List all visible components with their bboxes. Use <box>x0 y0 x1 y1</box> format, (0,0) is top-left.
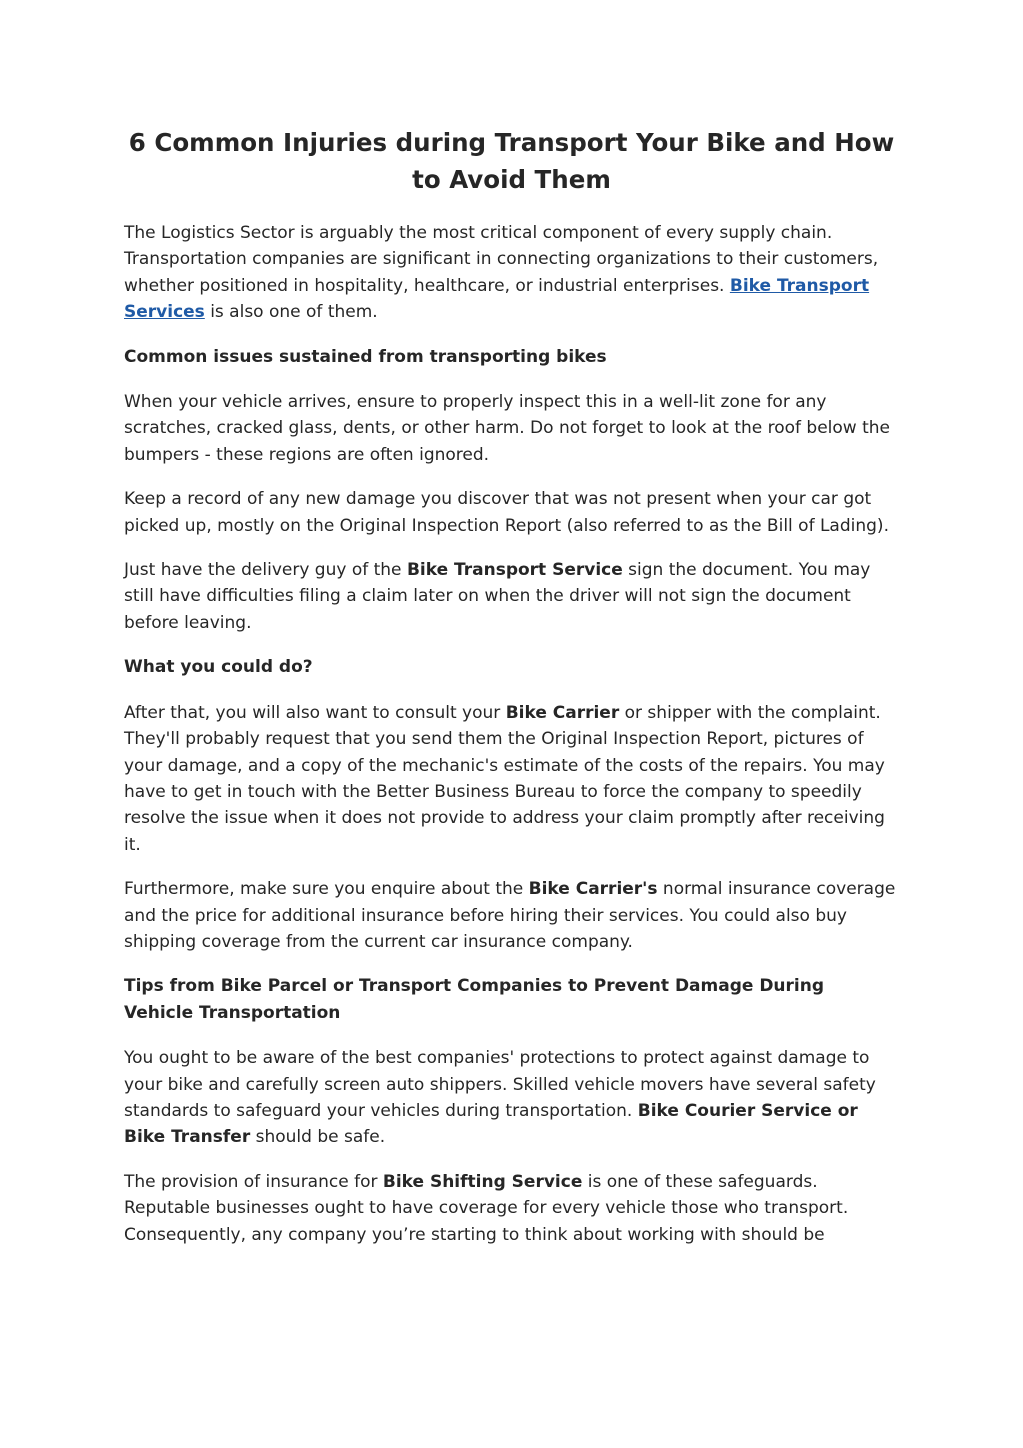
shifting-text-end: is one of these safeguards. Reputable businesses ought to have coverage for every vehicle those who transport. Consequently, any company you’re starting to think about working with should be <box>124 1171 849 1245</box>
bike-courier-service-bold: Bike Courier Service or Bike Transfer <box>124 1100 858 1148</box>
insurance-text-end: normal insurance coverage and the price for additional insurance before hiring their services. You could also buy shipping coverage from the current car insurance company. <box>124 879 896 952</box>
delivery-text: Just have the delivery guy of the <box>124 560 407 581</box>
bike-transport-service-bold: Bike Transport Service <box>406 560 623 581</box>
shifting-insurance-paragraph <box>124 1169 899 1248</box>
bike-transport-services-link[interactable]: Bike Transport Services <box>124 275 870 323</box>
intro-text: The Logistics Sector is arguably the most critical component of every supply chain. Transportation companies are significant in connecting organizations to their customers, whether positioned in hospitality, healthcare, or industrial enterprises. <box>124 223 879 296</box>
record-damage-paragraph: Keep a record of any new damage you discover that was not present when your car got picked up, mostly on the Original Inspection Report (also referred to as the Bill of Lading). <box>124 489 889 536</box>
intro-paragraph <box>124 220 899 326</box>
protections-text-end: should be safe. <box>250 1127 386 1148</box>
intro-text-end: is also one of them. <box>204 302 378 323</box>
consult-carrier-paragraph <box>124 700 899 858</box>
delivery-text-end: sign the document. You may still have difficulties filing a claim later on when the driver will not sign the document before leaving. <box>124 560 871 633</box>
inspection-paragraph: When your vehicle arrives, ensure to properly inspect this in a well-lit zone for any scratches, cracked glass, dents, or other harm. Do not forget to look at the roof below the bumpers - these regions are often ignored. <box>124 392 891 465</box>
section-heading-what-you-could-do: What you could do? <box>124 657 313 678</box>
insurance-paragraph <box>124 876 899 955</box>
document-title: 6 Common Injuries during Transport Your Bike and How to Avoid Them <box>128 128 895 194</box>
delivery-sign-paragraph <box>124 557 899 636</box>
bike-carriers-bold: Bike Carrier's <box>528 879 658 900</box>
protections-paragraph <box>124 1045 899 1151</box>
bike-carrier-bold: Bike Carrier <box>505 702 620 723</box>
consult-text-end: or shipper with the complaint. They'll probably request that you send them the Original Inspection Report, pictures of your damage, and a copy of the mechanic's estimate of the costs of the repairs. You may have to get in touch with the Better Business Bureau to force the company to speedily resolve the issue when it does not provide to address your claim promptly after receiving it. <box>124 702 885 855</box>
bike-shifting-service-bold: Bike Shifting Service <box>382 1171 583 1192</box>
section-heading-tips: Tips from Bike Parcel or Transport Companies to Prevent Damage During Vehicle Transportation <box>124 976 825 1023</box>
section-heading-common-issues: Common issues sustained from transporting bikes <box>124 346 607 367</box>
insurance-text: Furthermore, make sure you enquire about the <box>124 879 529 900</box>
consult-text: After that, you will also want to consult your <box>124 702 506 723</box>
shifting-text: The provision of insurance for <box>124 1171 383 1192</box>
protections-text: You ought to be aware of the best companies' protections to protect against damage to your bike and carefully screen auto shippers. Skilled vehicle movers have several safety standards to safeguard your vehicles during transportation. <box>124 1048 876 1121</box>
